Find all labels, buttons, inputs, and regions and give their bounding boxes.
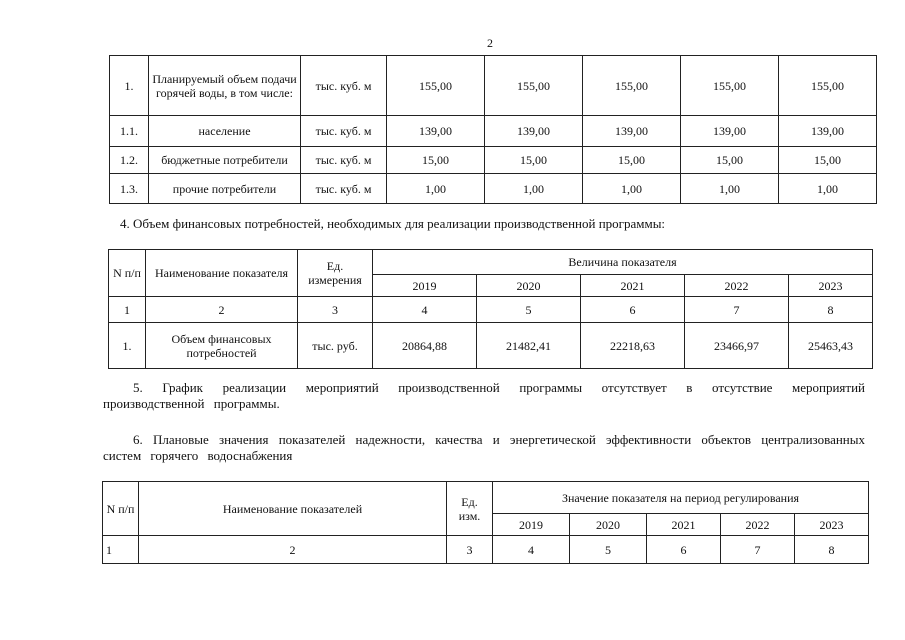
header-row — [103, 482, 869, 514]
header-year: 2022 — [685, 275, 789, 297]
row-number: 1.3. — [110, 174, 149, 204]
value-2021: 22218,63 — [581, 323, 685, 369]
index-cell: 4 — [493, 536, 570, 564]
value-2020: 1,00 — [485, 174, 583, 204]
value-2022: 23466,97 — [685, 323, 789, 369]
section-6-paragraph: 6. Плановые значения показателей надежности, качества и энергетической эффективности объектов централизованных систем горячего водоснабжения — [103, 432, 865, 463]
header-year: 2019 — [373, 275, 477, 297]
value-2020: 15,00 — [485, 147, 583, 174]
value-2020: 155,00 — [485, 56, 583, 116]
row-name: прочие потребители — [149, 174, 301, 204]
index-cell: 1 — [109, 297, 146, 323]
table-row — [110, 147, 877, 174]
header-number: N п/п — [109, 250, 146, 297]
index-cell: 3 — [447, 536, 493, 564]
value-2021: 155,00 — [583, 56, 681, 116]
index-cell: 5 — [570, 536, 647, 564]
value-2023: 155,00 — [779, 56, 877, 116]
header-year: 2022 — [721, 514, 795, 536]
value-2022: 15,00 — [681, 147, 779, 174]
row-unit: тыс. руб. — [298, 323, 373, 369]
index-row — [109, 297, 873, 323]
value-2022: 155,00 — [681, 56, 779, 116]
value-2019: 1,00 — [387, 174, 485, 204]
value-2021: 1,00 — [583, 174, 681, 204]
header-value-group: Величина показателя — [373, 250, 873, 275]
table-row — [110, 116, 877, 147]
header-name: Наименование показателей — [139, 482, 447, 536]
value-2020: 21482,41 — [477, 323, 581, 369]
header-unit: Ед. измерения — [298, 250, 373, 297]
header-unit: Ед. изм. — [447, 482, 493, 536]
index-cell: 2 — [146, 297, 298, 323]
table-row — [110, 174, 877, 204]
row-unit: тыс. куб. м — [301, 56, 387, 116]
row-unit: тыс. куб. м — [301, 116, 387, 147]
header-year: 2023 — [795, 514, 869, 536]
value-2019: 20864,88 — [373, 323, 477, 369]
page-number: 2 — [487, 36, 493, 50]
row-number: 1. — [110, 56, 149, 116]
header-year: 2023 — [789, 275, 873, 297]
row-number: 1.1. — [110, 116, 149, 147]
value-2021: 15,00 — [583, 147, 681, 174]
header-year: 2021 — [647, 514, 721, 536]
row-number: 1.2. — [110, 147, 149, 174]
section-4-heading: 4. Объем финансовых потребностей, необходимых для реализации производственной программы: — [120, 216, 666, 231]
value-2019: 15,00 — [387, 147, 485, 174]
index-cell: 2 — [139, 536, 447, 564]
table-row — [110, 56, 877, 116]
water-volume-table — [109, 55, 877, 204]
row-name: население — [149, 116, 301, 147]
index-cell: 7 — [721, 536, 795, 564]
value-2023: 25463,43 — [789, 323, 873, 369]
index-cell: 8 — [795, 536, 869, 564]
header-number: N п/п — [103, 482, 139, 536]
reliability-indicators-table — [102, 481, 869, 564]
index-cell: 3 — [298, 297, 373, 323]
table-row — [109, 323, 873, 369]
header-year: 2020 — [477, 275, 581, 297]
value-2022: 139,00 — [681, 116, 779, 147]
value-2019: 139,00 — [387, 116, 485, 147]
index-cell: 5 — [477, 297, 581, 323]
index-cell: 7 — [685, 297, 789, 323]
value-2023: 1,00 — [779, 174, 877, 204]
value-2019: 155,00 — [387, 56, 485, 116]
row-unit: тыс. куб. м — [301, 174, 387, 204]
index-row — [103, 536, 869, 564]
header-value-group: Значение показателя на период регулирования — [493, 482, 869, 514]
value-2021: 139,00 — [583, 116, 681, 147]
index-cell: 6 — [581, 297, 685, 323]
financial-needs-table — [108, 249, 873, 369]
row-name: бюджетные потребители — [149, 147, 301, 174]
index-cell: 4 — [373, 297, 477, 323]
index-cell: 1 — [103, 536, 139, 564]
value-2023: 139,00 — [779, 116, 877, 147]
value-2022: 1,00 — [681, 174, 779, 204]
header-row — [109, 250, 873, 275]
row-number: 1. — [109, 323, 146, 369]
value-2020: 139,00 — [485, 116, 583, 147]
row-unit: тыс. куб. м — [301, 147, 387, 174]
header-year: 2021 — [581, 275, 685, 297]
index-cell: 8 — [789, 297, 873, 323]
section-5-paragraph: 5. График реализации мероприятий производственной программы отсутствует в отсутствие мероприятий производственной программы. — [103, 380, 865, 411]
value-2023: 15,00 — [779, 147, 877, 174]
header-name: Наименование показателя — [146, 250, 298, 297]
row-name: Объем финансовых потребностей — [146, 323, 298, 369]
header-year: 2019 — [493, 514, 570, 536]
index-cell: 6 — [647, 536, 721, 564]
row-name: Планируемый объем подачи горячей воды, в том числе: — [149, 56, 301, 116]
header-year: 2020 — [570, 514, 647, 536]
